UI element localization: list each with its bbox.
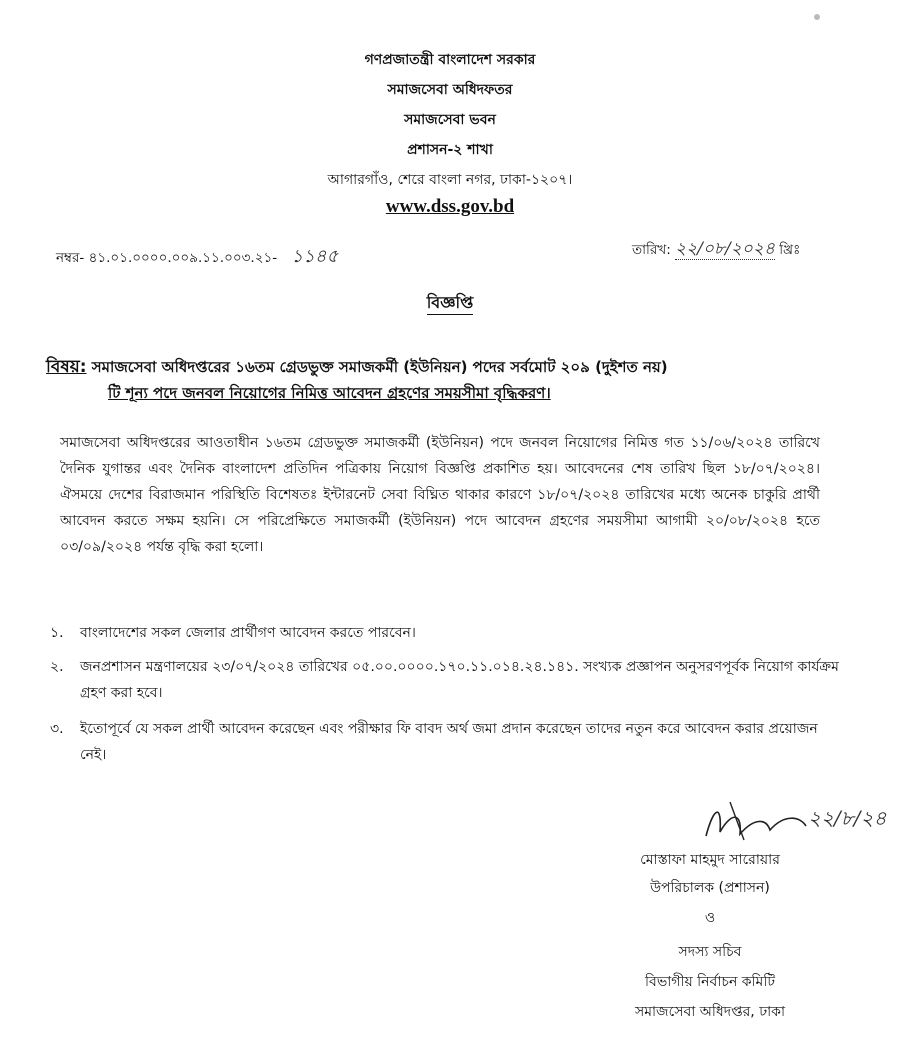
subject-label: বিষয়: xyxy=(46,357,87,377)
handwritten-memo-number: ১১৪৫ xyxy=(291,246,339,267)
subject-text-1: সমাজসেবা অধিদপ্তরের ১৬তম গ্রেডভুক্ত সমাজকর্মী (ইউনিয়ন) পদের সর্বমোট ২০৯ (দুইশত নয়) xyxy=(91,358,668,376)
reference-code: ৪১.০১.০০০০.০০৯.১১.০০৩.২১- xyxy=(88,250,278,266)
subject-line-1 xyxy=(46,354,668,382)
signatory-office: সমাজসেবা অধিদপ্তর, ঢাকা xyxy=(634,1004,786,1020)
header-address: আগারগাঁও, শেরে বাংলা নগর, ঢাকা-১২০৭। xyxy=(327,172,573,188)
signatory-designation: উপরিচালক (প্রশাসন) xyxy=(650,880,770,896)
header-building: সমাজসেবা ভবন xyxy=(404,112,496,128)
header-govt: গণপ্রজাতন্ত্রী বাংলাদেশ সরকার xyxy=(364,52,536,68)
handwritten-date: ২২/০৮/২০২৪ xyxy=(675,239,775,259)
item-text: বাংলাদেশের সকল জেলার প্রার্থীগণ আবেদন করতে পারবেন। xyxy=(80,625,416,641)
item-text: ইতোপূর্বে যে সকল প্রার্থী আবেদন করেছেন এবং পরীক্ষার ফি বাবদ অর্থ জমা প্রদান করেছেন তাদের নতুন করে আবেদন করার প্রয়োজন নেই। xyxy=(80,721,818,763)
header-department: সমাজসেবা অধিদফতর xyxy=(387,82,513,98)
date-label: তারিখ: xyxy=(632,242,671,258)
reference-number xyxy=(56,242,338,273)
item-number: ১. xyxy=(50,625,64,641)
item-number: ২. xyxy=(50,659,64,675)
header-branch: প্রশাসন-২ শাখা xyxy=(407,142,493,158)
body-paragraph: সমাজসেবা অধিদপ্তরের আওতাধীন ১৬তম গ্রেডভুক্ত সমাজকর্মী (ইউনিয়ন) পদে জনবল নিয়োগের নিমিত্ত গত ১১/০৬/২০২৪ তারিখে দৈনিক যুগান্তর এবং দৈনিক বাংলাদেশ প্রতিদিন পত্রিকায় নিয়োগ বিজ্ঞপ্তি প্রকাশিত হয়। আবেদনের শেষ তারিখ ছিল ১৮/০৭/২০২৪। ঐসময়ে দেশের বিরাজমান পরিস্থিতি বিশেষতঃ ইন্টারনেট সেবা বিঘ্নিত থাকার কারণে ১৮/০৭/২০২৪ তারিখের মধ্যে অনেক চাকুরি প্রার্থী আবেদন করতে সক্ষম হয়নি। সে পরিপ্রেক্ষিতে সমাজকর্মী (ইউনিয়ন) পদে আবেদন গ্রহণের সময়সীমা আগামী ২০/০৮/২০২৪ হতে ০৩/০৯/২০২৪ পর্যন্ত বৃদ্ধি করা হলো। xyxy=(60,435,820,555)
item-number: ৩. xyxy=(50,721,64,737)
scan-dot xyxy=(814,14,820,20)
signatory-and: ও xyxy=(704,910,716,926)
signatory-name: মোস্তাফা মাহমুদ সারোয়ার xyxy=(640,852,780,868)
signatory-role: সদস্য সচিব xyxy=(678,944,742,960)
signature-date: ২২/৮/২৪ xyxy=(808,806,887,830)
subject-text-2: টি শূন্য পদে জনবল নিয়োগের নিমিত্ত আবেদন গ্রহণের সময়সীমা বৃদ্ধিকরণ। xyxy=(108,384,551,402)
signature xyxy=(700,796,890,846)
reference-label: নম্বর- xyxy=(56,250,85,266)
signatory-committee: বিভাগীয় নির্বাচন কমিটি xyxy=(645,974,775,990)
notice-title: বিজ্ঞপ্তি xyxy=(0,290,900,317)
date-suffix: খ্রিঃ xyxy=(779,242,801,258)
item-text: জনপ্রশাসন মন্ত্রণালয়ের ২৩/০৭/২০২৪ তারিখের ০৫.০০.০০০০.১৭০.১১.০১৪.২৪.১৪১. সংখ্যক প্রজ্ঞাপন অনুসরণপূর্বক নিয়োগ কার্যক্রম গ্রহণ করা হবে। xyxy=(80,659,839,701)
subject-line-2 xyxy=(108,382,551,407)
website-link[interactable]: www.dss.gov.bd xyxy=(385,196,515,217)
date-line xyxy=(632,236,800,264)
